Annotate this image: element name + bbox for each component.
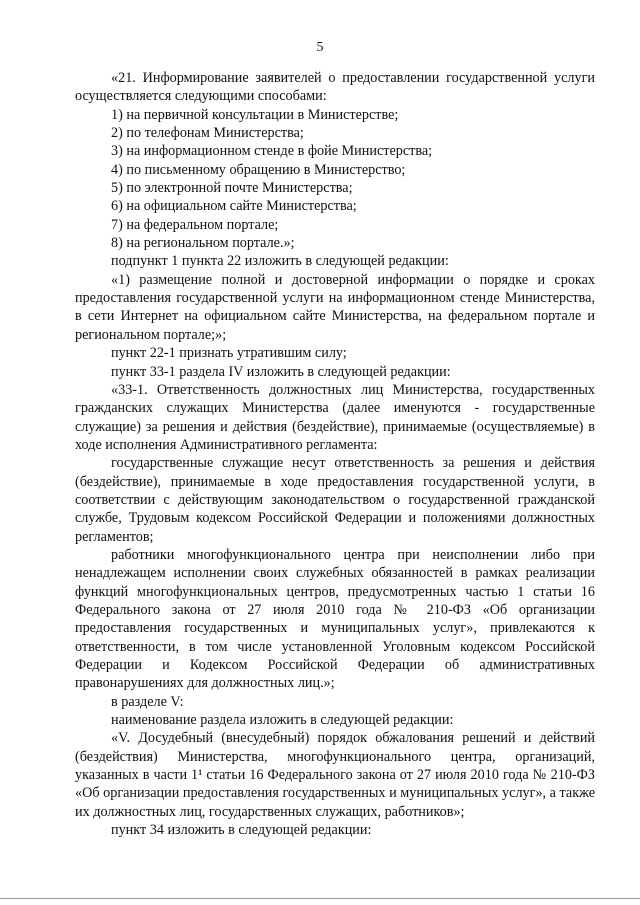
list-item-1: 1) на первичной консультации в Министерстве; [111, 106, 399, 123]
list-item-7: 7) на федеральном портале; [111, 216, 279, 233]
list-item-4: 4) по письменному обращению в Министерство; [111, 161, 406, 178]
amendment-instruction: наименование раздела изложить в следующей редакции: [111, 712, 454, 729]
document-body [75, 69, 595, 839]
page-bottom-divider [0, 898, 640, 899]
amendment-instruction: подпункт 1 пункта 22 изложить в следующей редакции: [111, 253, 449, 270]
list-item-5: 5) по электронной почте Министерства; [111, 180, 353, 197]
amendment-instruction: пункт 33-1 раздела IV изложить в следующей редакции: [111, 363, 451, 380]
paragraph-responsibility: государственные служащие несут ответственность за решения и действия (бездействие), принимаемые в ходе предоставления государственной услуги, в соответствии с действующим законодательством о государственной гражданской службе, Трудовым кодексом Российской Федерации и положениями должностных регламентов; [75, 455, 595, 545]
amendment-instruction: пункт 34 изложить в следующей редакции: [111, 822, 372, 839]
list-item-6: 6) на официальном сайте Министерства; [111, 198, 357, 215]
paragraph-item-21: «21. Информирование заявителей о предоставлении государственной услуги осуществляется следующими способами: [75, 70, 595, 105]
page-number: 5 [316, 40, 324, 55]
amendment-instruction: в разделе V: [111, 693, 184, 710]
list-item-2: 2) по телефонам Министерства; [111, 125, 304, 142]
amendment-instruction: пункт 22-1 признать утратившим силу; [111, 345, 347, 362]
paragraph-mfc-workers: работники многофункционального центра при неисполнении либо при ненадлежащем исполнении своих служебных обязанностей в рамках реализации функций многофункциональных центров, предусмотренных частью 1 статьи 16 Федерального закона от 27 июля 2010 года № 210-ФЗ «Об организации предоставления государственных и муниципальных услуг», привлекаются к ответственности, в том числе установленной Уголовным кодексом Российской Федерации и Кодексом Российской Федерации об административных правонарушениях для должностных лиц.»; [75, 546, 595, 692]
list-item-8: 8) на региональном портале.»; [111, 235, 295, 252]
section-v-title: «V. Досудебный (внесудебный) порядок обжалования решений и действий (бездействия) Министерства, многофункционального центра, организаций, указанных в части 1¹ статьи 16 Федерального закона от 27 июля 2010 года № 210-ФЗ «Об организации предоставления государственных и муниципальных услуг», а также их должностных лиц, государственных служащих, работников»; [75, 730, 595, 820]
list-item-3: 3) на информационном стенде в фойе Министерства; [111, 143, 433, 160]
paragraph-item-33-1: «33-1. Ответственность должностных лиц Министерства, государственных гражданских служащих Министерства (далее именуются - государственные служащие) за решения и действия (бездействие), принимаемые (осуществляемые) в ходе исполнения Административного регламента: [75, 381, 595, 453]
paragraph-subitem-1: «1) размещение полной и достоверной информации о порядке и сроках предоставления государственной услуги на информационном стенде Министерства, в сети Интернет на официальном сайте Министерства, на федеральном портале и региональном портале;»; [75, 271, 595, 343]
